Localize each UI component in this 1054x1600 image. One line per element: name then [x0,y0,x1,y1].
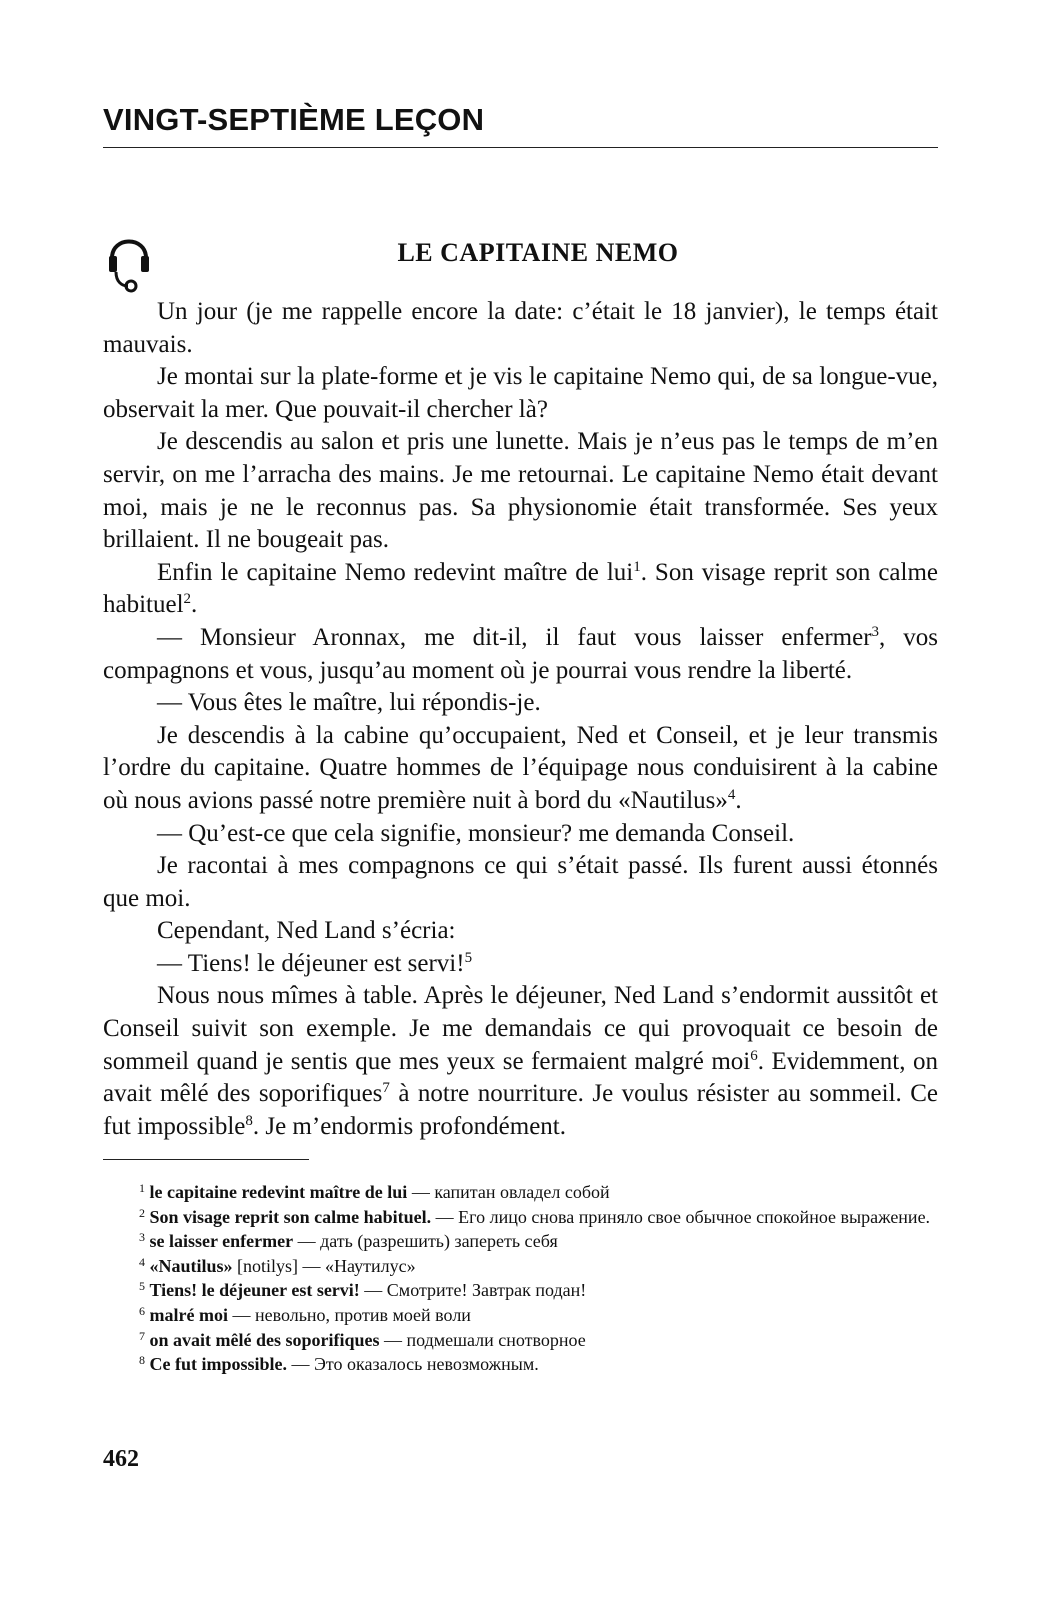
paragraph: — Vous êtes le maître, lui répondis-je. [157,689,541,717]
footnote-ref: 7 [382,1080,390,1097]
chapter-heading: VINGT-SEPTIÈME LEÇON [103,102,485,137]
paragraph: — Monsieur Aronnax, me dit-il, il faut vous laisser enfermer$^3$, vos compagnons et vous, jusqu’au moment où je pourrai vous rendre la liberté. [103,623,938,684]
paragraph: — Qu’est-ce que cela signifie, monsieur? me demanda Conseil. [157,819,795,847]
footnote: $^7$ on avait mêlé des soporifiques — подмешали снотворное [139,1328,586,1350]
footnote-ref: 3 [871,623,880,640]
paragraph: Je montai sur la plate-forme et je vis le capitaine Nemo qui, de sa longue-vue, observait la mer. Que pouvait-il chercher là? [103,363,938,423]
footnote: $^2$ Son visage reprit son calme habituel. — Его лицо снова приняло свое обычное спокойное выражение. [139,1205,931,1227]
footnote-ref: 6 [750,1047,758,1064]
paragraph: Je descendis au salon et pris une lunette. Mais je n’eus pas le temps de m’en servir, on me l’arracha des mains. Je me retournai. Le capitaine Nemo était devant moi, mais je ne le reconnus pas. Sa physionomie était transformée. Ses yeux brillaient. Il ne bougeait pas. [103,428,938,554]
paragraph: Enfin le capitaine Nemo redevint maître de lui$^1$. Son visage reprit son calme habituel$^2$. [103,558,938,619]
footnote-ref: 5 [464,949,473,966]
paragraph: Je descendis à la cabine qu’occupaient, Ned et Conseil, et je leur transmis l’ordre du capitaine. Quatre hommes de l’équipage nous conduisirent à la cabine où nous avions passé notre première nuit à bord du «Nautilus»$^4$. [103,721,938,814]
footnote-ref: 8 [245,1112,253,1129]
footnote-ref: 1 [633,558,641,575]
footnote: $^5$ Tiens! le déjeuner est servi! — Смотрите! Завтрак подан! [139,1279,587,1301]
footnote: $^8$ Ce fut impossible. — Это оказалось невозможным. [139,1353,539,1375]
footnote: $^3$ se laisser enfermer — дать (разрешить) запереть себя [139,1230,558,1252]
chapter-rule [103,147,938,148]
footnote: $^1$ le capitaine redevint maître de lui — капитан овладел собой [139,1181,610,1202]
footnote: $^4$ «Nautilus» [notilys] — «Наутилус» [139,1254,416,1276]
footnote: $^6$ malré moi — невольно, против моей воли [139,1303,471,1325]
page-number: 462 [103,1446,139,1472]
footnote-ref: 2 [183,591,192,608]
footnote-ref: 4 [727,786,736,803]
paragraph: Un jour (je me rappelle encore la date: c’était le 18 janvier), le temps était mauvais. [103,298,938,358]
footnote-rule [103,1159,309,1160]
story-text [103,296,938,1143]
paragraph: Cependant, Ned Land s’écria: [157,917,456,945]
footnotes [103,1180,938,1377]
paragraph: Nous nous mîmes à table. Après le déjeuner, Ned Land s’endormit aussitôt et Conseil suivit son exemple. Je me demandais ce qui provoquait ce besoin de sommeil quand je sentis que mes yeux se fermaient malgré moi$^6$. Evidemment, on avait mêlé des soporifiques$^7$ à notre nourriture. Je voulus résister au sommeil. Ce fut impossible$^8$. Je m’endormis profondément. [103,982,938,1140]
paragraph: Je racontai à mes compagnons ce qui s’était passé. Ils furent aussi étonnés que moi. [103,852,938,912]
story-title: LE CAPITAINE NEMO [397,238,679,267]
paragraph: — Tiens! le déjeuner est servi!$^5$ [157,949,473,977]
